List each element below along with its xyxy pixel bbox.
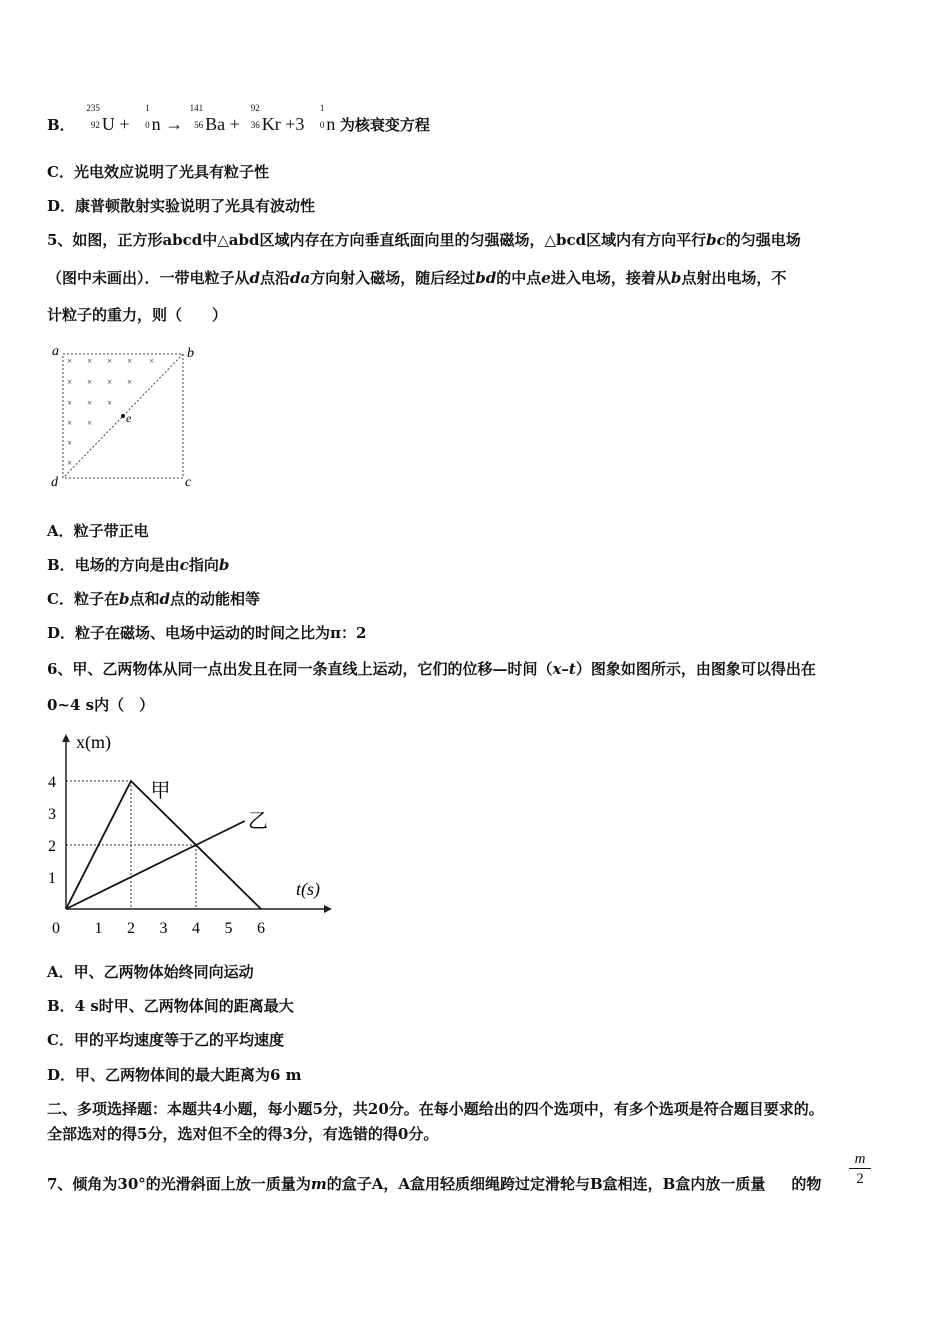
- field-cross: ×: [67, 438, 73, 448]
- field-cross: ×: [107, 377, 113, 387]
- field-cross: ×: [107, 356, 113, 366]
- label-a: a: [52, 344, 59, 359]
- x-axis-arrow: [324, 905, 332, 913]
- q6-line2: 0~4 s内（ ）: [47, 696, 155, 714]
- section2-line2: 全部选对的得5分，选对但不全的得3分，有选错的得0分。: [47, 1125, 439, 1143]
- option-d-prev: D．康普顿散射实验说明了光具有波动性: [47, 197, 316, 215]
- series-line-1: [66, 821, 245, 909]
- q5-line2: （图中未画出）．一带电粒子从d点沿da方向射入磁场，随后经过bd的中点e进入电场，接着从b点射出电场，不: [47, 269, 787, 287]
- x-tick-label: 1: [94, 920, 103, 937]
- x-axis-label: t(s): [296, 879, 320, 899]
- series-label-0: 甲: [150, 780, 171, 802]
- label-c: c: [185, 475, 192, 490]
- q6-option-c: C．甲的平均速度等于乙的平均速度: [47, 1031, 284, 1049]
- x-tick-label: 6: [257, 920, 265, 937]
- q5-option-b: B．电场的方向是由c指向b: [47, 556, 230, 574]
- x-tick-label: 4: [192, 920, 200, 937]
- q6-line1: 6、甲、乙两物体从同一点出发且在同一条直线上运动，它们的位移—时间（x–t）图象如图所示，由图象可以得出在: [47, 660, 816, 678]
- point-e: [121, 414, 125, 418]
- field-cross: ×: [87, 356, 93, 366]
- label-b: b: [187, 346, 194, 361]
- option-b-prev: B． 235 92 U + 1 0 n → 141 56 Ba + 92 36 Kr +3 1 0 n 为核衰变方程: [47, 103, 430, 134]
- magnetic-field-crosses: [67, 356, 154, 468]
- field-cross: ×: [87, 398, 93, 408]
- q6-option-a: A．甲、乙两物体始终同向运动: [47, 963, 254, 981]
- fraction-m-over-2: $\frac{m}{2}$: [849, 1150, 871, 1189]
- field-cross: ×: [127, 377, 133, 387]
- field-cross: ×: [87, 377, 93, 387]
- field-cross: ×: [67, 377, 73, 387]
- x-tick-label: 3: [159, 920, 168, 937]
- field-cross: ×: [87, 418, 93, 428]
- y-tick-label: 1: [48, 870, 56, 887]
- field-cross: ×: [67, 458, 73, 468]
- y-axis-arrow: [62, 734, 70, 742]
- label-d: d: [51, 475, 58, 490]
- field-cross: ×: [67, 398, 73, 408]
- xt-chart: [40, 728, 340, 943]
- q5-line1: 5、如图，正方形abcd中△abd区域内存在方向垂直纸面向里的匀强磁场，△bcd区域内有方向平行bc的匀强电场: [47, 231, 801, 249]
- section2-line1: 二、多项选择题：本题共4小题，每小题5分，共20分。在每小题给出的四个选项中，有多个选项是符合题目要求的。: [47, 1100, 824, 1118]
- y-tick-label: 3: [48, 806, 56, 823]
- x-tick-label: 0: [52, 920, 60, 937]
- field-cross: ×: [67, 418, 73, 428]
- field-cross: ×: [149, 356, 155, 366]
- field-cross: ×: [67, 356, 73, 366]
- field-cross: ×: [127, 356, 133, 366]
- q6-option-d: D．甲、乙两物体间的最大距离为6 m: [47, 1066, 302, 1084]
- q6-option-b: B．4 s时甲、乙两物体间的距离最大: [47, 997, 294, 1015]
- y-tick-label: 2: [48, 838, 56, 855]
- q5-line3: 计粒子的重力，则（ ）: [47, 306, 228, 324]
- q5-option-a: A．粒子带正电: [47, 522, 149, 540]
- nuclear-equation: 235 92 U + 1 0 n → 141 56 Ba + 92 36 Kr +3 1 0 n: [86, 103, 336, 134]
- q7-line1: 7、倾角为30°的光滑斜面上放一质量为m的盒子A，A盒用轻质细绳跨过定滑轮与B盒相连，B盒内放一质量 的物: [47, 1175, 822, 1193]
- chart-guides: [66, 781, 196, 909]
- x-tick-label: 2: [127, 920, 135, 937]
- q5-square-figure: [45, 342, 205, 492]
- x-tick-label: 5: [224, 920, 233, 937]
- option-c-prev: C．光电效应说明了光具有粒子性: [47, 163, 269, 181]
- label-e: e: [126, 411, 132, 425]
- field-cross: ×: [107, 398, 113, 408]
- q5-option-c: C．粒子在b点和d点的动能相等: [47, 590, 260, 608]
- y-tick-label: 4: [48, 774, 56, 791]
- y-axis-label: x(m): [76, 732, 111, 752]
- series-label-1: 乙: [248, 810, 268, 833]
- q5-option-d: D．粒子在磁场、电场中运动的时间之比为π：2: [47, 624, 367, 642]
